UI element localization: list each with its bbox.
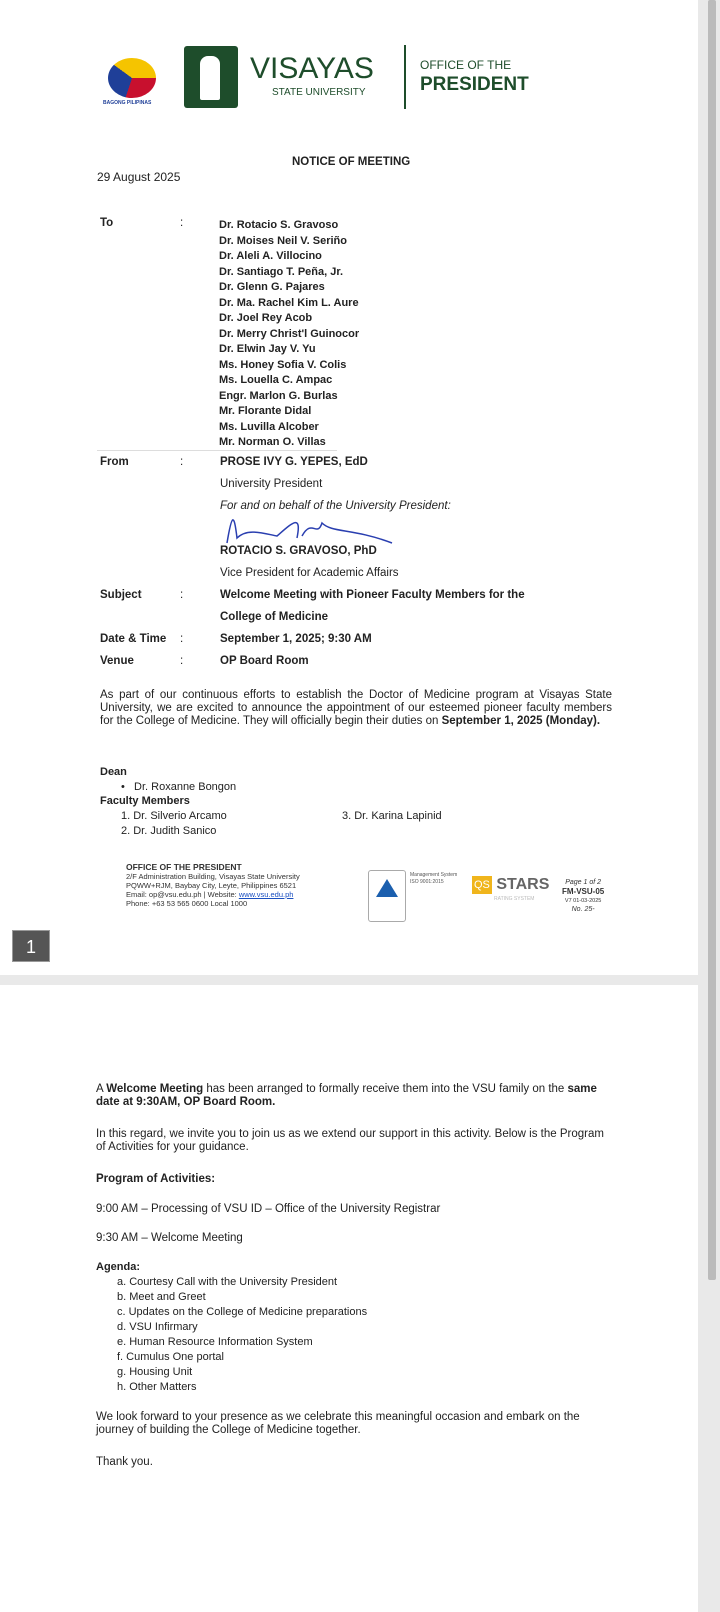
agenda-list xyxy=(117,1275,367,1395)
footer-phone: Phone: +63 53 565 0600 Local 1000 xyxy=(126,899,248,908)
intro-date: September 1, 2025 (Monday). xyxy=(441,715,601,727)
agenda-item: f. Cumulus One portal xyxy=(117,1351,224,1363)
activity-item: 9:30 AM – Welcome Meeting xyxy=(96,1232,243,1244)
subject-text-2: College of Medicine xyxy=(220,611,328,623)
recipient: Dr. Moises Neil V. Seriño xyxy=(219,234,347,247)
recipient: Ms. Luvilla Alcober xyxy=(219,420,319,433)
agenda-item: c. Updates on the College of Medicine preparations xyxy=(117,1306,368,1318)
colon: : xyxy=(180,589,184,601)
signer-name: ROTACIO S. GRAVOSO, PhD xyxy=(220,545,377,557)
agenda-item: a. Courtesy Call with the University President xyxy=(117,1276,338,1288)
recipient: Engr. Marlon G. Burlas xyxy=(219,389,338,402)
footer-page-number: Page 1 of 2 xyxy=(565,879,602,886)
colon: : xyxy=(180,633,184,645)
rating-label: RATING SYSTEM xyxy=(494,896,535,903)
faculty-item: 1. Dr. Silverio Arcamo xyxy=(121,810,227,822)
agenda-item: h. Other Matters xyxy=(117,1381,197,1393)
recipient: Dr. Ma. Rachel Kim L. Aure xyxy=(219,296,359,309)
tuv-certification-badge xyxy=(368,870,406,922)
vsu-logo-icon xyxy=(184,46,238,108)
datetime-value: September 1, 2025; 9:30 AM xyxy=(220,633,372,645)
document-page-2 xyxy=(0,985,698,1612)
recipient: Mr. Florante Didal xyxy=(219,405,312,417)
closing-paragraph: We look forward to your presence as we celebrate this meaningful occasion and embark on the journey of building the College of Medicine together. xyxy=(96,1411,580,1436)
faculty-item: 2. Dr. Judith Sanico xyxy=(121,825,217,837)
footer-contact xyxy=(126,890,300,899)
recipient-list xyxy=(219,218,359,451)
subject-text: Welcome Meeting with Pioneer Faculty Members for the xyxy=(220,589,525,601)
page-footer-meta xyxy=(562,878,604,914)
divider xyxy=(97,450,337,451)
scrollbar[interactable] xyxy=(708,0,716,1280)
invite-paragraph: In this regard, we invite you to join us as we extend our support in this activity. Below is the Program of Activities for your guidance. xyxy=(96,1128,604,1153)
activity-item: 9:00 AM – Processing of VSU ID – Office of the University Registrar xyxy=(96,1203,441,1215)
agenda-item: e. Human Resource Information System xyxy=(117,1336,313,1348)
venue-label: Venue xyxy=(100,655,134,667)
footer-number: No. 25- xyxy=(571,906,595,913)
text: has been arranged to formally receive them into the VSU family on the xyxy=(203,1083,568,1095)
footer-website-link[interactable]: www.vsu.edu.ph xyxy=(238,890,294,899)
to-label: To xyxy=(100,217,114,229)
office-label: OFFICE OF THE xyxy=(420,58,512,72)
document-footer xyxy=(126,862,300,908)
agenda-item: b. Meet and Greet xyxy=(117,1291,206,1303)
signer-position: Vice President for Academic Affairs xyxy=(220,567,399,579)
colon: : xyxy=(180,217,184,229)
faculty-label: Faculty Members xyxy=(100,795,190,807)
text-bold: Welcome Meeting xyxy=(106,1083,204,1095)
recipient: Dr. Glenn G. Pajares xyxy=(219,281,325,293)
text-bold: same date at 9:30AM, OP Board Room. xyxy=(96,1083,597,1108)
tuv-label: Management System ISO 9001:2015 xyxy=(410,872,458,885)
footer-form-code: FM-VSU-05 xyxy=(562,887,605,896)
dean-name: Dr. Roxanne Bongon xyxy=(134,781,237,793)
stars-label: STARS xyxy=(496,876,550,893)
program-label: Program of Activities: xyxy=(96,1173,216,1185)
colon: : xyxy=(180,456,184,468)
bagong-pilipinas-seal: BAGONG PILIPINAS xyxy=(103,52,163,108)
recipient: Dr. Rotacio S. Gravoso xyxy=(219,219,339,231)
recipient: Dr. Aleli A. Villocino xyxy=(219,250,322,262)
intro-text: As part of our continuous efforts to establish the Doctor of Medicine program at Visayas State University, we are excited to announce the appointment of our esteemed pioneer faculty members for the College of Medicine. They will officially begin their duties on xyxy=(100,689,612,727)
recipient: Ms. Louella C. Ampac xyxy=(219,374,333,386)
from-position: University President xyxy=(220,478,323,490)
recipient: Dr. Elwin Jay V. Yu xyxy=(219,343,316,355)
page-number-indicator: 1 xyxy=(12,930,50,962)
from-name: PROSE IVY G. YEPES, EdD xyxy=(220,456,368,468)
behalf-note: For and on behalf of the University President: xyxy=(220,500,451,512)
footer-version: V7 01-03-2025 xyxy=(564,898,602,904)
university-name: VISAYAS xyxy=(250,52,374,85)
recipient: Dr. Joel Rey Acob xyxy=(219,312,313,324)
dean-item: • Dr. Roxanne Bongon xyxy=(121,781,237,793)
recipient: Ms. Honey Sofia V. Colis xyxy=(219,358,347,371)
intro-paragraph xyxy=(100,689,612,728)
subject-label: Subject xyxy=(100,589,142,601)
agenda-item: g. Housing Unit xyxy=(117,1366,193,1378)
text: A xyxy=(96,1083,107,1095)
welcome-paragraph xyxy=(96,1083,611,1109)
agenda-label: Agenda: xyxy=(96,1261,140,1273)
office-label-president: PRESIDENT xyxy=(420,74,529,95)
faculty-item: 3. Dr. Karina Lapinid xyxy=(342,810,442,822)
footer-address-2: PQWW+RJM, Baybay City, Leyte, Philippines 6521 xyxy=(126,881,297,890)
recipient: Mr. Norman O. Villas xyxy=(219,436,326,448)
qs-label: QS xyxy=(472,876,492,894)
document-date: 29 August 2025 xyxy=(97,170,181,184)
footer-office: OFFICE OF THE PRESIDENT xyxy=(126,862,242,872)
venue-value: OP Board Room xyxy=(220,655,309,667)
header-divider xyxy=(404,45,406,109)
agenda-item: d. VSU Infirmary xyxy=(117,1321,198,1333)
university-subname: STATE UNIVERSITY xyxy=(272,87,366,98)
document-title: NOTICE OF MEETING xyxy=(292,156,411,168)
dean-label: Dean xyxy=(100,766,127,778)
signature-icon xyxy=(222,508,402,548)
recipient: Dr. Santiago T. Peña, Jr. xyxy=(219,265,344,278)
footer-address: 2/F Administration Building, Visayas State University xyxy=(126,872,300,881)
footer-email: Email: op@vsu.edu.ph | Website: xyxy=(126,890,239,899)
colon: : xyxy=(180,655,184,667)
recipient: Dr. Merry Christ'l Guinocor xyxy=(219,327,360,340)
thanks-text: Thank you. xyxy=(96,1456,153,1468)
datetime-label: Date & Time xyxy=(100,633,167,645)
qs-stars-badge xyxy=(472,876,549,903)
from-label: From xyxy=(100,456,129,468)
